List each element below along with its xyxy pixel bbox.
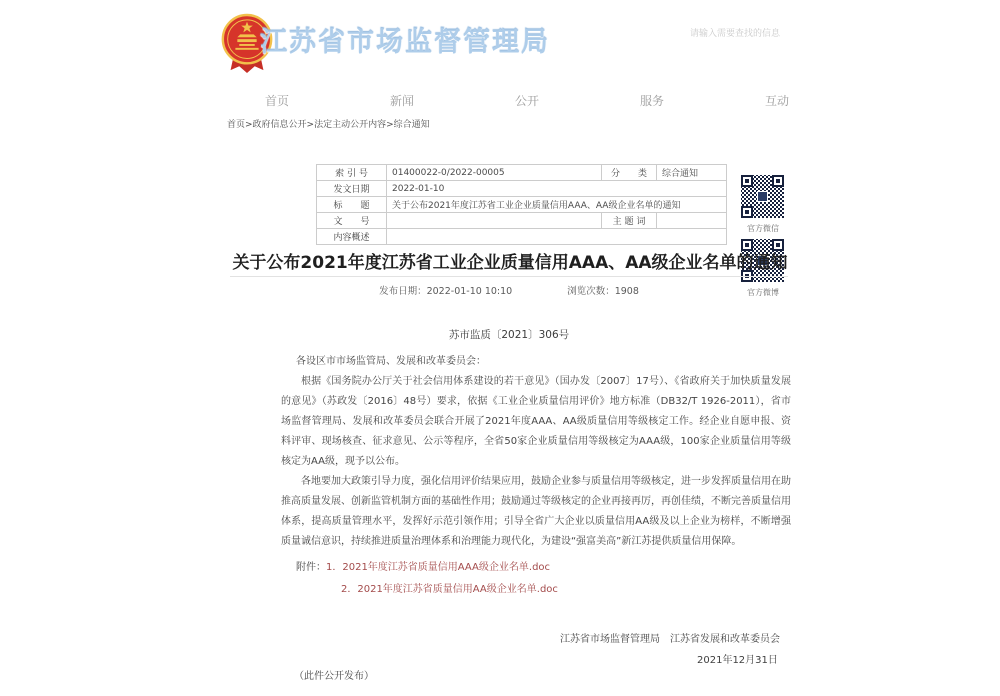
attachments [281, 557, 791, 601]
paragraph-2: 各地要加大政策引导力度，强化信用评价结果应用，鼓励企业参与质量信用等级核定，进一步发挥质量信用在助推高质量发展、创新监管机制方面的基础性作用；鼓励通过等级核定的企业再接再厉，再创佳绩，不断完善质量信用体系，提高质量管理水平，发挥好示范引领作用；引导全省广大企业以质量信用AA级及以上企业为榜样，不断增强质量诚信意识，持续推进质量治理体系和治理能力现代化，为建设“强富美高”新江苏提供质量信用保障。 [281, 476, 791, 547]
search-input[interactable] [688, 28, 812, 40]
attachment-link-aa[interactable]: 2．2021年度江苏省质量信用AA级企业名单.doc [341, 584, 558, 595]
table-row [317, 165, 727, 181]
attachment-line-2 [296, 579, 791, 601]
site-title: 江苏省市场监督管理局 [260, 27, 550, 58]
nav-item-interact[interactable]: 互动 [765, 94, 790, 108]
salutation: 各设区市市场监管局、发展和改革委员会： [296, 356, 486, 367]
table-row [317, 229, 727, 245]
document-number: 苏市监质〔2021〕306号 [448, 329, 570, 341]
breadcrumb[interactable]: 首页>政府信息公开>法定主动公开内容>综合通知 [227, 120, 430, 130]
publish-date-value: 2022-01-10 10:10 [426, 286, 513, 297]
table-row [317, 181, 727, 197]
footer-note: （此件公开发布） [294, 671, 374, 682]
subject-value [657, 213, 727, 229]
article-meta-row [230, 283, 788, 297]
title-label: 标 题 [317, 197, 387, 213]
nav-item-news[interactable]: 新闻 [390, 94, 415, 108]
wechat-qr-code-icon [740, 174, 785, 219]
category-value: 综合通知 [657, 165, 727, 181]
publish-date [379, 283, 512, 297]
table-row [317, 213, 727, 229]
category-label: 分 类 [602, 165, 657, 181]
docnum-value [387, 213, 602, 229]
title-divider [230, 276, 788, 277]
title-value: 关于公布2021年度江苏省工业企业质量信用AAA、AA级企业名单的通知 [387, 197, 727, 213]
document-meta-table [316, 164, 727, 245]
attachment-line-1 [296, 557, 791, 579]
weibo-qr-label: 官方微博 [747, 288, 779, 297]
publish-date-label: 发布日期： [379, 286, 427, 297]
paragraph-1: 根据《国务院办公厅关于社会信用体系建设的若干意见》（国办发〔2007〕17号）、《省政府关于加快质量发展的意见》（苏政发〔2016〕48号）要求，依据《工业企业质量信用评价》地方标准（DB32/T 1926-2011），省市场监督管理局、发展和改革委员会联合开展了2021年度AAA、AA级质量信用等级核定工作。经企业自愿申报、资料评审、现场核查、征求意见、公示等程序，全省50家企业质量信用等级核定为AAA级，100家企业质量信用等级核定为AA级，现予以公布。 [281, 376, 791, 467]
docnum-label: 文 号 [317, 213, 387, 229]
view-count-value: 1908 [614, 286, 639, 297]
sign-date: 2021年12月31日 [697, 655, 778, 666]
view-count [567, 283, 639, 297]
signer-market-bureau: 江苏省市场监督管理局 [560, 634, 660, 645]
index-label: 索 引 号 [317, 165, 387, 181]
signer-reform-commission: 江苏省发展和改革委员会 [670, 634, 780, 645]
date-label: 发文日期 [317, 181, 387, 197]
nav-item-open[interactable]: 公开 [515, 94, 540, 108]
summary-value [387, 229, 727, 245]
subject-label: 主 题 词 [602, 213, 657, 229]
nav-item-home[interactable]: 首页 [265, 94, 290, 108]
view-count-label: 浏览次数： [567, 286, 615, 297]
page-title: 关于公布2021年度江苏省工业企业质量信用AAA、AA级企业名单的通知 [232, 253, 788, 273]
article-body [281, 352, 791, 601]
attachments-label: 附件： [296, 562, 326, 573]
summary-label: 内容概述 [317, 229, 387, 245]
table-row [317, 197, 727, 213]
wechat-qr-label: 官方微信 [747, 224, 779, 233]
index-value: 01400022-0/2022-00005 [387, 165, 602, 181]
date-value: 2022-01-10 [387, 181, 727, 197]
attachment-link-aaa[interactable]: 1．2021年度江苏省质量信用AAA级企业名单.doc [326, 562, 551, 573]
nav-item-service[interactable]: 服务 [640, 94, 665, 108]
